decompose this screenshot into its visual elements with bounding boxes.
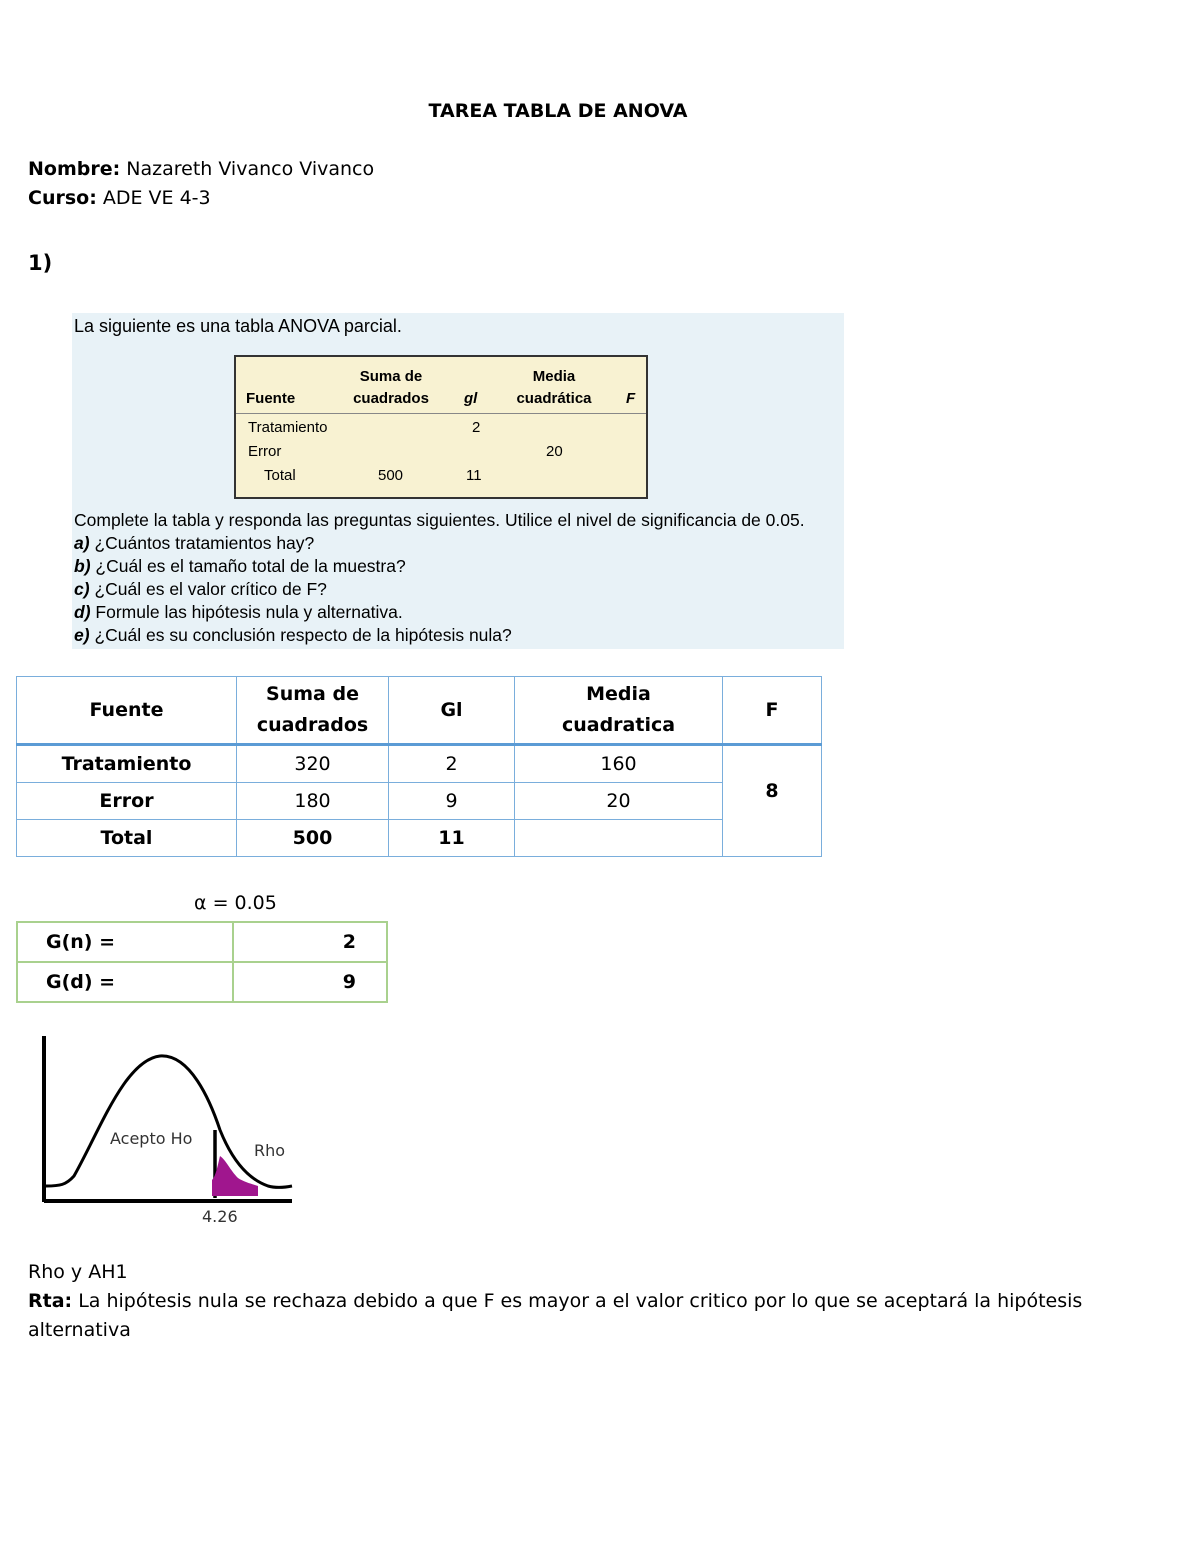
question-text: ¿Cuántos tratamientos hay? [94,533,315,553]
f-value: 8 [723,745,822,857]
question-text: ¿Cuál es el valor crítico de F? [94,579,327,599]
rta-label: Rta: [28,1290,73,1312]
alpha-level: α = 0.05 [194,892,277,914]
anova-header-row [17,677,822,745]
row-media: 160 [515,745,723,783]
anova-table [16,676,822,857]
ptable-header-suma-1: Suma de [359,368,423,385]
question-a [74,532,805,555]
table-row [17,745,822,783]
question-d [74,601,805,624]
question-letter: d) [74,602,91,622]
question-list [74,509,805,647]
ptable-total-gl: 11 [466,467,482,484]
row-gl: 11 [389,820,515,857]
student-name-line [28,158,374,180]
table-row [17,783,822,820]
row-suma: 500 [237,820,389,857]
question-letter: b) [74,556,91,576]
anova-header-media [515,677,723,745]
ptable-total: Total [264,467,296,484]
anova-header-media-2: cuadratica [561,714,676,736]
curso-value: ADE VE 4-3 [102,187,211,209]
ptable-total-suma: 500 [378,467,404,484]
textbook-excerpt [72,313,844,649]
curso-label: Curso: [28,187,97,209]
nombre-value: Nazareth Vivanco Vivanco [126,158,375,180]
ptable-header-gl: gl [464,390,478,407]
anova-header-f: F [723,677,822,745]
f-distribution-sketch [30,1030,300,1230]
question-c [74,578,805,601]
page-title: TAREA TABLA DE ANOVA [428,100,688,122]
student-course-line [28,187,211,209]
question-text: Formule las hipótesis nula y alternativa. [95,602,403,622]
accept-region-label: Acepto Ho [110,1129,193,1148]
ptable-divider [236,413,646,414]
reject-region-label: Rho [254,1141,286,1160]
row-media: 20 [515,783,723,820]
ptable-tratamiento-gl: 2 [472,419,481,436]
anova-header-gl: Gl [389,677,515,745]
anova-header-fuente: Fuente [17,677,237,745]
instructions: Complete la tabla y responda las preguntas siguientes. Utilice el nivel de significancia de 0.05. [74,510,805,530]
critical-value-label: 4.26 [202,1207,238,1226]
ptable-header-fuente: Fuente [246,390,296,407]
row-fuente: Total [17,820,237,857]
partial-anova-table [234,355,648,499]
question-e [74,624,805,647]
ptable-header-media-1: Media [532,368,576,385]
question-text: ¿Cuál es su conclusión respecto de la hipótesis nula? [94,625,512,645]
excerpt-intro: La siguiente es una tabla ANOVA parcial. [74,316,402,336]
row-gl: 9 [389,783,515,820]
anova-header-suma-1: Suma de [266,683,359,705]
question-letter: a) [74,533,90,553]
question-text: ¿Cuál es el tamaño total de la muestra? [95,556,406,576]
question-letter: c) [74,579,90,599]
ptable-tratamiento: Tratamiento [248,419,328,436]
ptable-error: Error [248,443,282,460]
gl-denominator-value: 9 [233,962,387,1002]
answer-block [28,1258,1108,1345]
gl-denominator-label: G(d) = [17,962,233,1002]
conclusion-full [28,1287,1108,1345]
table-row [17,820,822,857]
gl-numerator-value: 2 [233,922,387,962]
table-row [17,922,387,962]
row-suma: 180 [237,783,389,820]
ptable-header-suma-2: cuadrados [353,390,429,407]
question-number: 1) [28,251,53,275]
density-curve [46,1056,292,1188]
anova-header-suma-2: cuadrados [256,714,369,736]
conclusion-short: Rho y AH1 [28,1261,128,1283]
row-suma: 320 [237,745,389,783]
ptable-header-media-2: cuadrática [516,390,592,407]
question-letter: e) [74,625,90,645]
table-row [17,962,387,1002]
gl-numerator-label: G(n) = [17,922,233,962]
anova-header-suma [237,677,389,745]
ptable-error-media: 20 [546,443,563,460]
row-gl: 2 [389,745,515,783]
anova-header-media-1: Media [586,683,651,705]
degrees-of-freedom-table [16,921,388,1003]
row-fuente: Error [17,783,237,820]
rta-text: La hipótesis nula se rechaza debido a que F es mayor a el valor critico por lo que se aceptará la hipótesis alternativa [28,1290,1083,1341]
ptable-header-f: F [626,390,636,407]
row-fuente: Tratamiento [17,745,237,783]
nombre-label: Nombre: [28,158,121,180]
question-b [74,555,805,578]
row-media [515,820,723,857]
